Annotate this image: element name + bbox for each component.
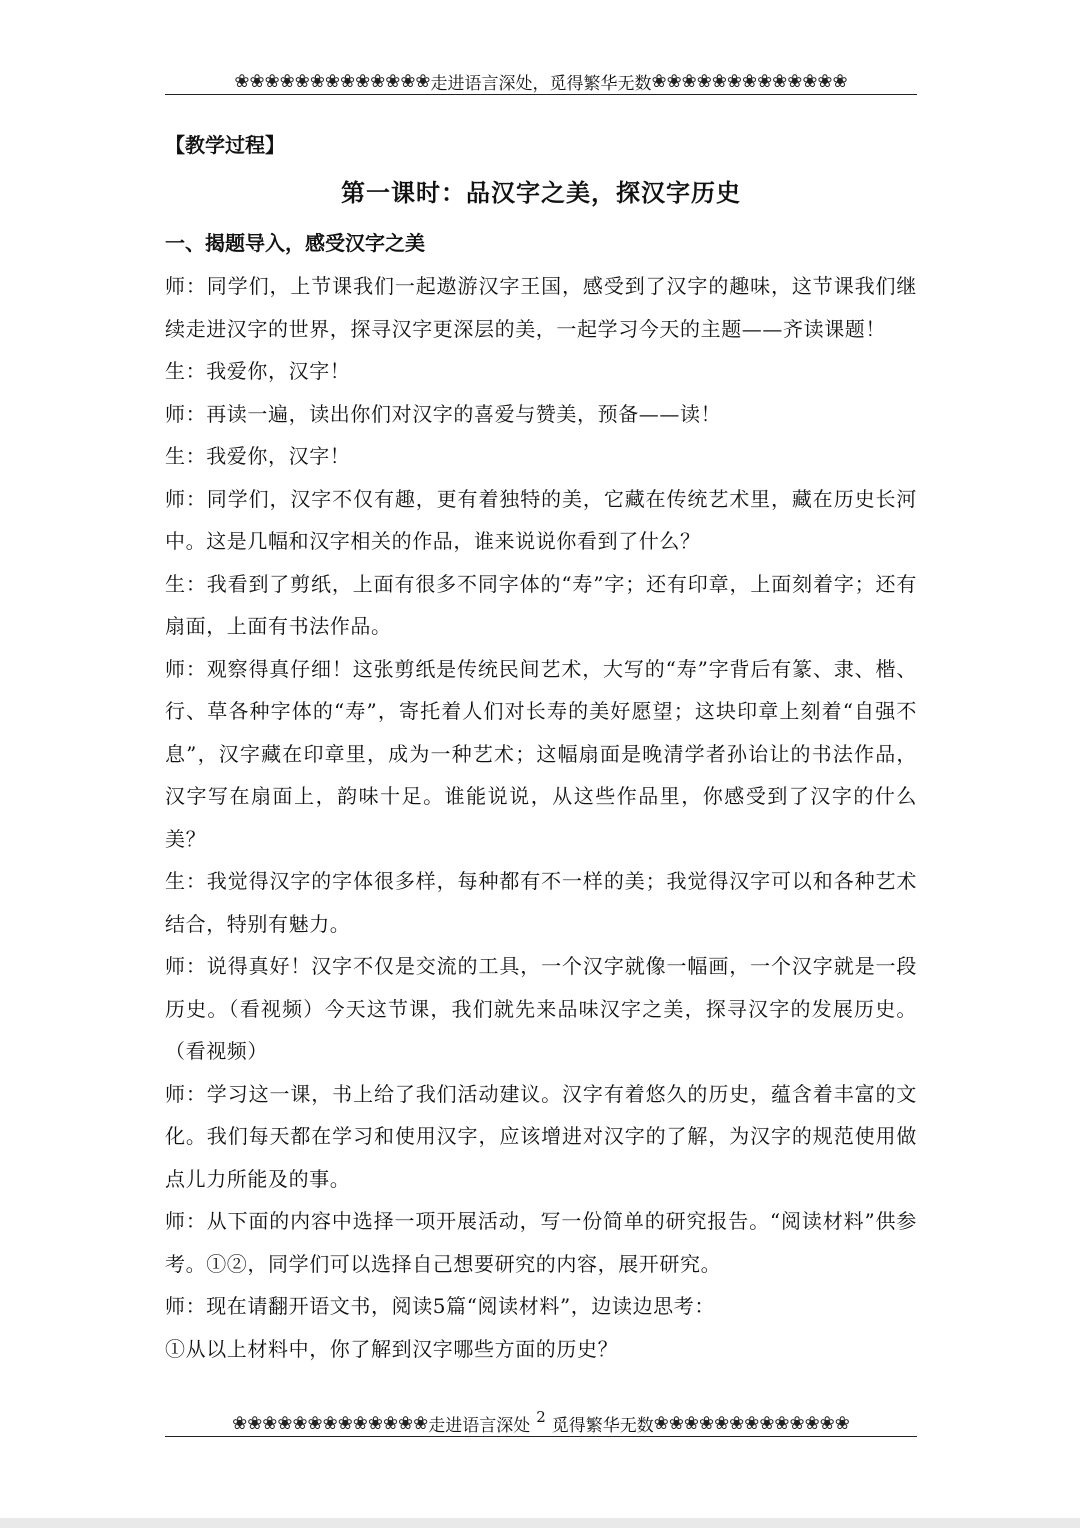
paragraph: 生：我爱你，汉字！	[165, 359, 351, 383]
paragraph: 师：现在请翻开语文书，阅读5篇“阅读材料”，边读边思考：	[165, 1294, 715, 1318]
paragraph: ①从以上材料中，你了解到汉字哪些方面的历史？	[165, 1336, 619, 1361]
lesson-title: 第一课时：品汉字之美，探汉字历史	[341, 178, 741, 207]
section-label: 【教学过程】	[165, 133, 285, 157]
paragraph: 师：同学们，上节课我们一起遨游汉字王国，感受到了汉字的趣味，这节课我们继续走进汉字的世界，探寻汉字更深层的美，一起学习今天的主题——齐读课题！	[165, 274, 917, 341]
footer-slogan-right: 觅得繁华无数	[551, 1415, 654, 1436]
page-header	[165, 68, 917, 95]
paragraph: 师：从下面的内容中选择一项开展活动，写一份简单的研究报告。“阅读材料”供参考。①②，同学们可以选择自己想要研究的内容，展开研究。	[165, 1209, 917, 1276]
header-flower-border-left: ❀❀❀❀❀❀❀❀❀❀❀❀❀	[234, 70, 431, 92]
paragraph: 生：我看到了剪纸，上面有很多不同字体的“寿”字；还有印章，上面刻着字；还有扇面，上面有书法作品。	[165, 571, 917, 638]
footer-slogan-left: 走进语言深处	[428, 1415, 531, 1436]
page-footer	[165, 1410, 917, 1437]
paragraph: 生：我爱你，汉字！	[165, 444, 351, 468]
paragraph: 生：我觉得汉字的字体很多样，每种都有不一样的美；我觉得汉字可以和各种艺术结合，特别有魅力。	[165, 869, 917, 936]
section-heading: 一、揭题导入，感受汉字之美	[165, 231, 425, 255]
header-flower-border-right: ❀❀❀❀❀❀❀❀❀❀❀❀❀	[651, 70, 848, 92]
paragraph: 师：观察得真仔细！这张剪纸是传统民间艺术，大写的“寿”字背后有篆、隶、楷、行、草各种字体的“寿”，寄托着人们对长寿的美好愿望；这块印章上刻着“自强不息”，汉字藏在印章里，成为一种艺术；这幅扇面是晚清学者孙诒让的书法作品，汉字写在扇面上，韵味十足。谁能说说，从这些作品里，你感受到了汉字的什么美？	[165, 656, 917, 851]
page-bottom-edge	[0, 1518, 1080, 1528]
header-slogan: 走进语言深处，觅得繁华无数	[430, 73, 652, 94]
footer-flower-border-left: ❀❀❀❀❀❀❀❀❀❀❀❀❀	[232, 1412, 429, 1434]
paragraph: 师：同学们，汉字不仅有趣，更有着独特的美，它藏在传统艺术里，藏在历史长河中。这是几幅和汉字相关的作品，谁来说说你看到了什么？	[165, 486, 917, 553]
paragraph: 师：学习这一课，书上给了我们活动建议。汉字有着悠久的历史，蕴含着丰富的文化。我们每天都在学习和使用汉字，应该增进对汉字的了解，为汉字的规范使用做点儿力所能及的事。	[165, 1081, 917, 1191]
page-number: 2	[536, 1410, 546, 1426]
footer-flower-border-right: ❀❀❀❀❀❀❀❀❀❀❀❀❀	[653, 1412, 850, 1434]
paragraph: 师：再读一遍，读出你们对汉字的喜爱与赞美，预备——读！	[165, 401, 722, 426]
paragraph: 师：说得真好！汉字不仅是交流的工具，一个汉字就像一幅画，一个汉字就是一段历史。（看视频）今天这节课，我们就先来品味汉字之美，探寻汉字的发展历史。（看视频）	[165, 954, 917, 1063]
main-content	[165, 125, 917, 1370]
